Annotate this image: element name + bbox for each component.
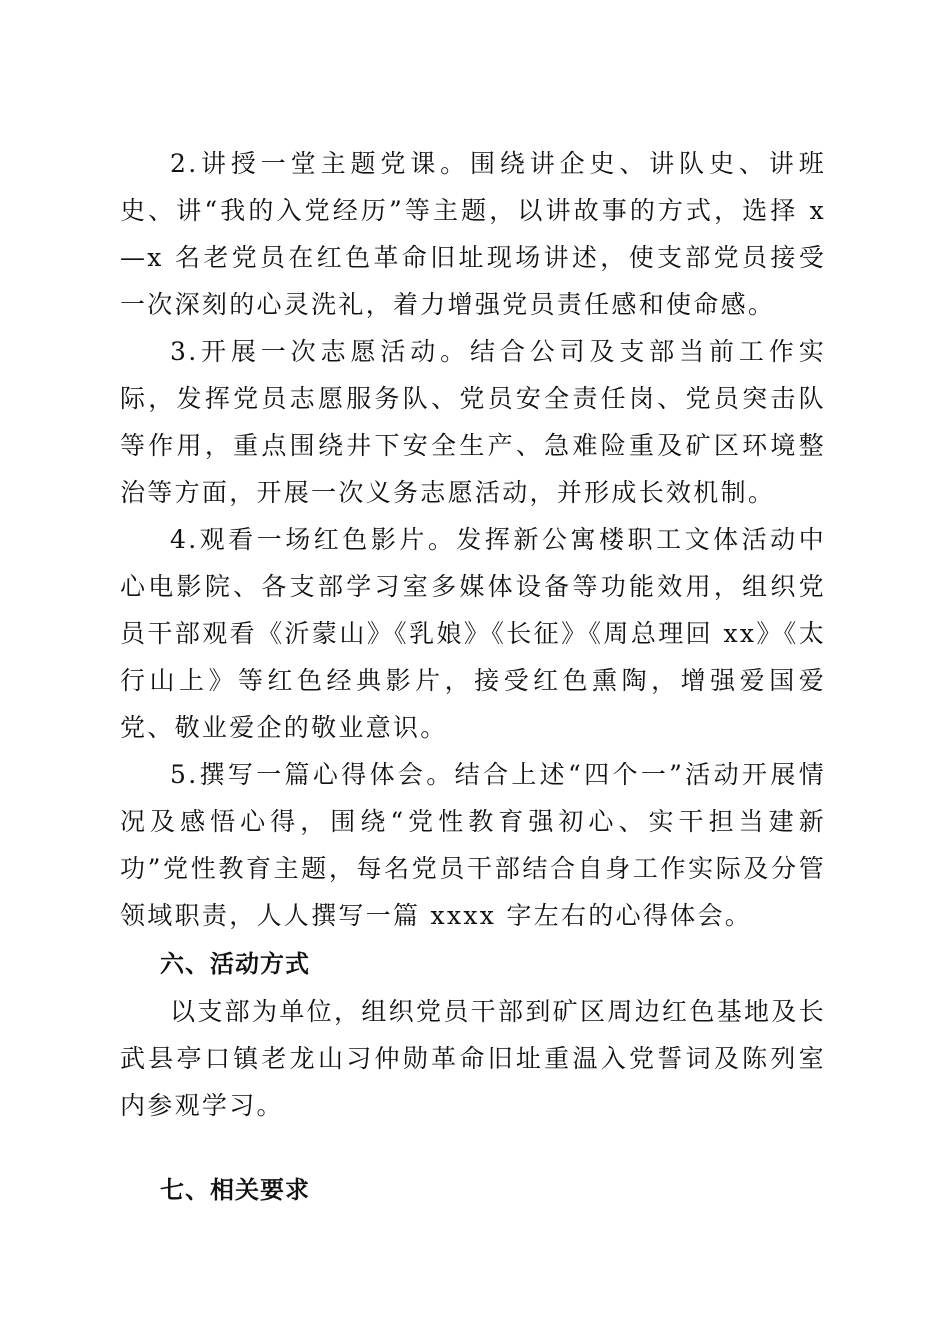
section-6-text: 以支部为单位，组织党员干部到矿区周边红色基地及长武县亭口镇老龙山习仲勋革命旧址重温入党誓词及陈列室内参观学习。 xyxy=(120,997,826,1120)
paragraph-item-3: 3.开展一次志愿活动。结合公司及支部当前工作实际，发挥党员志愿服务队、党员安全责任岗、党员突击队等作用，重点围绕井下安全生产、急难险重及矿区环境整治等方面，开展一次义务志愿活动，并形成长效机制。 xyxy=(120,337,826,507)
section-heading-7: 七、相关要求 xyxy=(160,1176,310,1204)
paragraph-item-5: 5.撰写一篇心得体会。结合上述“四个一”活动开展情况及感悟心得，围绕“党性教育强初心、实干担当建新功”党性教育主题，每名党员干部结合自身工作实际及分管领域职责，人人撰写一篇 xxxx 字左右的心得体会。 xyxy=(120,760,826,930)
document-body xyxy=(120,140,826,1214)
paragraph-item-2: 2.讲授一堂主题党课。围绕讲企史、讲队史、讲班史、讲“我的入党经历”等主题，以讲故事的方式，选择 x—x 名老党员在红色革命旧址现场讲述，使支部党员接受一次深刻的心灵洗礼，着力增强党员责任感和使命感。 xyxy=(120,149,826,319)
paragraph-item-4: 4.观看一场红色影片。发挥新公寓楼职工文体活动中心电影院、各支部学习室多媒体设备等功能效用，组织党员干部观看《沂蒙山》《乳娘》《长征》《周总理回 xx》《太行山上》等红色经典影片，接受红色熏陶，增强爱国爱党、敬业爱企的敬业意识。 xyxy=(120,525,826,742)
section-heading-6: 六、活动方式 xyxy=(160,950,310,978)
